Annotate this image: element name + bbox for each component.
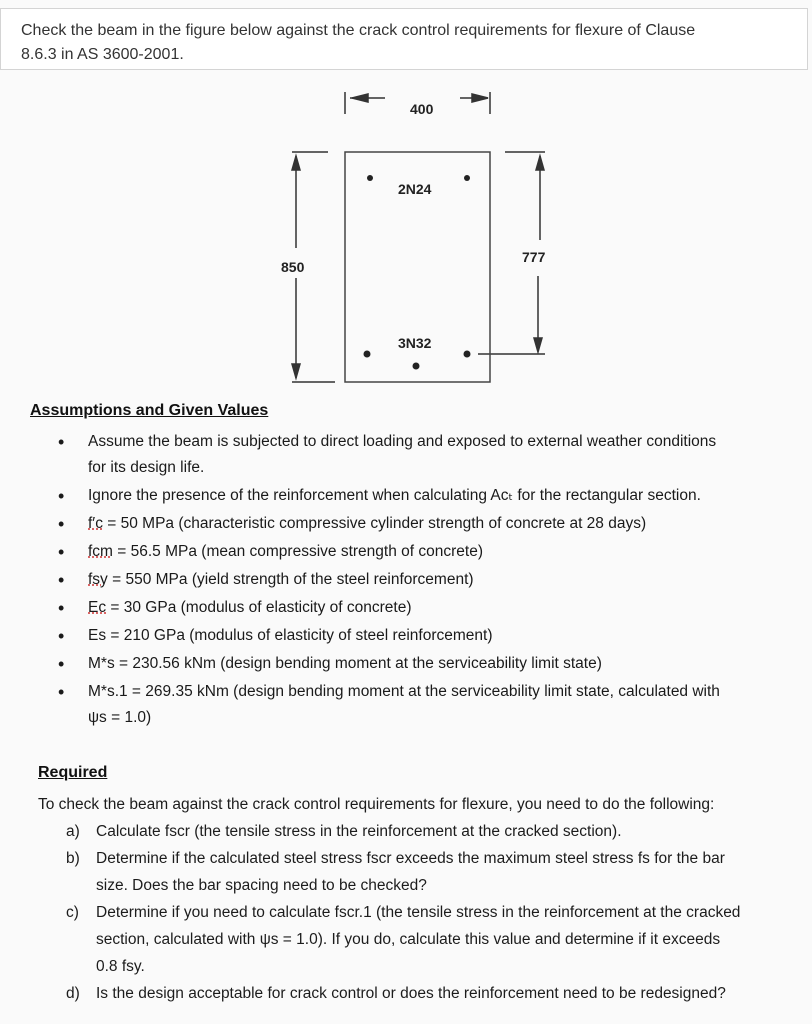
top-bar-left	[367, 175, 373, 181]
step-label: a)	[66, 823, 80, 840]
width-label: 400	[410, 101, 434, 117]
intro-line-2: 8.6.3 in AS 3600-2001.	[21, 46, 184, 63]
step-label: b)	[66, 850, 80, 867]
assumption-text: = 550 MPa (yield strength of the steel reinforcement)	[107, 571, 474, 588]
required-intro: To check the beam against the crack control requirements for flexure, you need to do the following:	[38, 796, 715, 813]
step-label: c)	[66, 904, 79, 921]
step-text: Determine if the calculated steel stress fscr exceeds the maximum steel stress fs for the bar	[96, 850, 725, 867]
depth-label: 850	[281, 259, 305, 275]
intro-line-1: Check the beam in the figure below against the crack control requirements for flexure of Clause	[21, 22, 696, 39]
symbol-ec: Ec	[88, 599, 107, 616]
step-text: Determine if you need to calculate fscr.1 (the tensile stress in the reinforcement at the cracked	[96, 904, 741, 921]
effective-depth-label: 777	[522, 249, 546, 265]
assumptions-title: Assumptions and Given Values	[30, 402, 269, 419]
assumption-text-cont: ψs = 1.0)	[88, 709, 152, 726]
step-text: Is the design acceptable for crack control or does the reinforcement need to be redesigned?	[96, 985, 726, 1002]
assumption-item	[58, 622, 808, 650]
assumption-item	[58, 482, 808, 510]
symbol-fc: f′c	[88, 515, 103, 532]
assumption-text: Ignore the presence of the reinforcement when calculating Aᴄₜ for the rectangular section.	[88, 487, 701, 504]
step-item	[66, 899, 806, 980]
assumption-text-cont: for its design life.	[88, 459, 205, 476]
step-item	[66, 980, 806, 1007]
bottom-bar-left	[364, 351, 371, 358]
beam-cross-section-figure	[0, 78, 812, 398]
assumption-text: M*s = 230.56 kNm (design bending moment at the serviceability limit state)	[88, 655, 602, 672]
assumption-text: = 30 GPa (modulus of elasticity of concrete)	[106, 599, 412, 616]
required-steps	[66, 818, 806, 1007]
symbol-fcm: fcm	[88, 543, 113, 560]
assumption-item	[58, 678, 808, 732]
question-intro	[0, 8, 808, 70]
step-text-cont: section, calculated with ψs = 1.0). If you do, calculate this value and determine if it exceeds	[96, 931, 721, 948]
step-item	[66, 845, 806, 899]
assumption-text: M*s.1 = 269.35 kNm (design bending moment at the serviceability limit state, calculated with	[88, 683, 720, 700]
assumption-item	[58, 428, 808, 482]
assumption-item	[58, 566, 808, 594]
top-bar-right	[464, 175, 470, 181]
step-text-cont: 0.8 fsy.	[96, 958, 145, 975]
assumption-item	[58, 510, 808, 538]
step-item	[66, 818, 806, 845]
required-title: Required	[38, 764, 108, 781]
step-text: Calculate fscr (the tensile stress in the reinforcement at the cracked section).	[96, 823, 622, 840]
top-bar-label: 2N24	[398, 181, 432, 197]
assumption-text: = 56.5 MPa (mean compressive strength of concrete)	[112, 543, 483, 560]
assumption-item	[58, 650, 808, 678]
bottom-bar-label: 3N32	[398, 335, 432, 351]
assumption-text: Assume the beam is subjected to direct loading and exposed to external weather conditions	[88, 433, 717, 450]
bottom-bar-middle	[413, 363, 420, 370]
symbol-fsy: fsy	[88, 571, 108, 588]
step-label: d)	[66, 985, 80, 1002]
assumption-text: = 50 MPa (characteristic compressive cylinder strength of concrete at 28 days)	[102, 515, 647, 532]
assumptions-list	[58, 428, 808, 732]
step-text-cont: size. Does the bar spacing need to be checked?	[96, 877, 427, 894]
assumption-item	[58, 594, 808, 622]
bottom-bar-right	[464, 351, 471, 358]
assumption-text: Es = 210 GPa (modulus of elasticity of steel reinforcement)	[88, 627, 493, 644]
assumption-item	[58, 538, 808, 566]
